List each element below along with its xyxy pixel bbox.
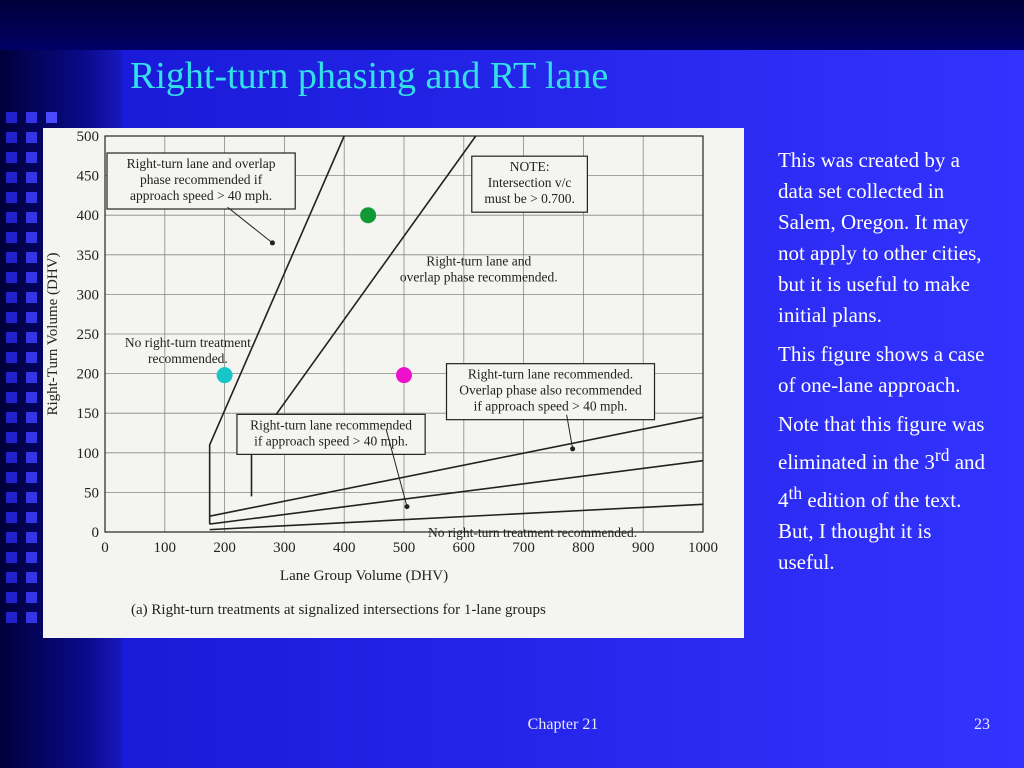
annotation-text: Intersection v/c xyxy=(487,175,572,191)
decor-square xyxy=(6,352,17,363)
note-salem: This was created by a data set collected in Salem, Oregon. It may not apply to other cities, but it is useful to make initial plans. xyxy=(778,148,982,327)
decor-square xyxy=(26,532,37,543)
x-tick-label: 100 xyxy=(153,540,177,556)
x-tick-label: 1000 xyxy=(688,540,718,556)
right-turn-chart xyxy=(43,128,744,638)
pointer-arrowhead xyxy=(404,504,409,509)
decor-square xyxy=(6,292,17,303)
decor-square xyxy=(6,532,17,543)
decor-square xyxy=(26,592,37,603)
decor-square xyxy=(26,232,37,243)
decor-square xyxy=(6,472,17,483)
annotation-text: Right-turn lane and xyxy=(426,253,532,269)
x-tick-label: 500 xyxy=(392,540,416,556)
decor-square xyxy=(46,112,57,123)
y-tick-label: 500 xyxy=(76,129,99,145)
decor-square xyxy=(6,272,17,283)
data-marker xyxy=(360,207,376,223)
annotation-text: NOTE: xyxy=(509,159,550,175)
decor-square xyxy=(6,312,17,323)
decor-square xyxy=(6,392,17,403)
background-top-band xyxy=(0,0,1024,50)
y-axis-label: Right-Turn Volume (DHV) xyxy=(45,252,61,416)
x-axis-label: Lane Group Volume (DHV) xyxy=(279,568,449,584)
pointer-line xyxy=(228,207,273,243)
decor-square xyxy=(26,352,37,363)
note-edition xyxy=(778,409,993,578)
chart-figure xyxy=(43,128,744,638)
decor-square xyxy=(6,332,17,343)
decor-square xyxy=(26,432,37,443)
decor-square xyxy=(6,152,17,163)
decor-square xyxy=(6,372,17,383)
decor-square xyxy=(26,112,37,123)
note-edition-text-3: edition of the text. But, I thought it is useful. xyxy=(778,488,962,574)
decor-square xyxy=(6,112,17,123)
decor-square xyxy=(6,432,17,443)
annotation-text: phase recommended if xyxy=(139,172,263,188)
decor-square xyxy=(26,572,37,583)
decor-square xyxy=(6,492,17,503)
decor-square xyxy=(26,132,37,143)
y-tick-label: 250 xyxy=(76,327,99,343)
annotation-text: if approach speed > 40 mph. xyxy=(473,398,628,414)
pointer-arrowhead xyxy=(270,240,275,245)
note-edition-text-1: Note that this figure was eliminated in the 3 xyxy=(778,412,985,474)
data-marker xyxy=(396,367,412,383)
x-tick-label: 900 xyxy=(631,540,655,556)
y-tick-label: 200 xyxy=(76,366,99,383)
decor-square xyxy=(6,552,17,563)
decor-square xyxy=(6,232,17,243)
note-edition-text-2: and 4 xyxy=(778,450,986,512)
annotation-text: overlap phase recommended. xyxy=(399,269,558,285)
note-one-lane: This figure shows a case of one-lane approach. xyxy=(778,342,985,397)
decor-square xyxy=(6,132,17,143)
decor-square xyxy=(26,332,37,343)
data-marker xyxy=(217,367,233,383)
decor-square xyxy=(6,612,17,623)
y-tick-label: 150 xyxy=(76,406,99,423)
annotation-text: Overlap phase also recommended xyxy=(459,382,642,398)
pointer-arrowhead xyxy=(570,446,575,451)
notes-panel xyxy=(778,145,993,586)
y-tick-label: 450 xyxy=(76,168,99,185)
annotation-text: Right-turn lane recommended xyxy=(250,417,413,433)
decor-square xyxy=(26,392,37,403)
y-tick-label: 100 xyxy=(76,445,99,462)
decor-square xyxy=(26,272,37,283)
slide-title: Right-turn phasing and RT lane xyxy=(130,55,609,97)
decor-square xyxy=(6,192,17,203)
decor-square xyxy=(26,192,37,203)
decor-square xyxy=(26,472,37,483)
decor-square xyxy=(26,312,37,323)
decor-square xyxy=(26,292,37,303)
decor-square xyxy=(6,572,17,583)
decor-square xyxy=(6,592,17,603)
annotation-text: if approach speed > 40 mph. xyxy=(254,433,408,449)
decor-square xyxy=(6,212,17,223)
annotation-text: Right-turn lane and overlap xyxy=(126,156,276,172)
decor-square xyxy=(6,512,17,523)
decor-square xyxy=(6,452,17,463)
annotation-text: recommended. xyxy=(147,351,228,366)
note-edition-sup-th: th xyxy=(788,483,803,503)
decor-square xyxy=(26,412,37,423)
page-number: 23 xyxy=(974,716,990,733)
y-tick-label: 0 xyxy=(91,525,99,541)
x-tick-label: 200 xyxy=(213,540,236,556)
decor-square xyxy=(6,252,17,263)
x-tick-label: 800 xyxy=(572,540,595,556)
footer-chapter: Chapter 21 xyxy=(527,716,599,733)
decor-square xyxy=(26,452,37,463)
x-tick-label: 400 xyxy=(332,540,356,556)
decor-square xyxy=(26,372,37,383)
annotation-text: No right-turn treatment recommended. xyxy=(427,525,638,541)
x-tick-label: 300 xyxy=(273,540,296,556)
annotation-text: approach speed > 40 mph. xyxy=(129,188,273,204)
decor-square xyxy=(26,172,37,183)
decor-square xyxy=(6,412,17,423)
x-tick-label: 600 xyxy=(452,540,476,556)
y-tick-label: 350 xyxy=(76,247,99,264)
x-tick-label: 0 xyxy=(101,540,109,556)
y-tick-label: 400 xyxy=(76,208,99,225)
x-tick-label: 700 xyxy=(512,540,535,556)
decor-square xyxy=(26,152,37,163)
decor-square xyxy=(6,172,17,183)
annotation-text: must be > 0.700. xyxy=(484,191,575,207)
annotation-text: Right-turn lane recommended. xyxy=(467,366,634,382)
decor-square xyxy=(26,512,37,523)
decor-square xyxy=(26,212,37,223)
decor-square xyxy=(26,252,37,263)
y-tick-label: 300 xyxy=(76,287,99,304)
decor-square xyxy=(26,492,37,503)
decor-square xyxy=(26,612,37,623)
y-tick-label: 50 xyxy=(84,485,99,502)
decor-square xyxy=(26,552,37,563)
chart-caption: (a) Right-turn treatments at signalized intersections for 1-lane groups xyxy=(131,602,546,618)
annotation-text: No right-turn treatment xyxy=(124,335,251,350)
note-edition-sup-rd: rd xyxy=(934,445,950,465)
